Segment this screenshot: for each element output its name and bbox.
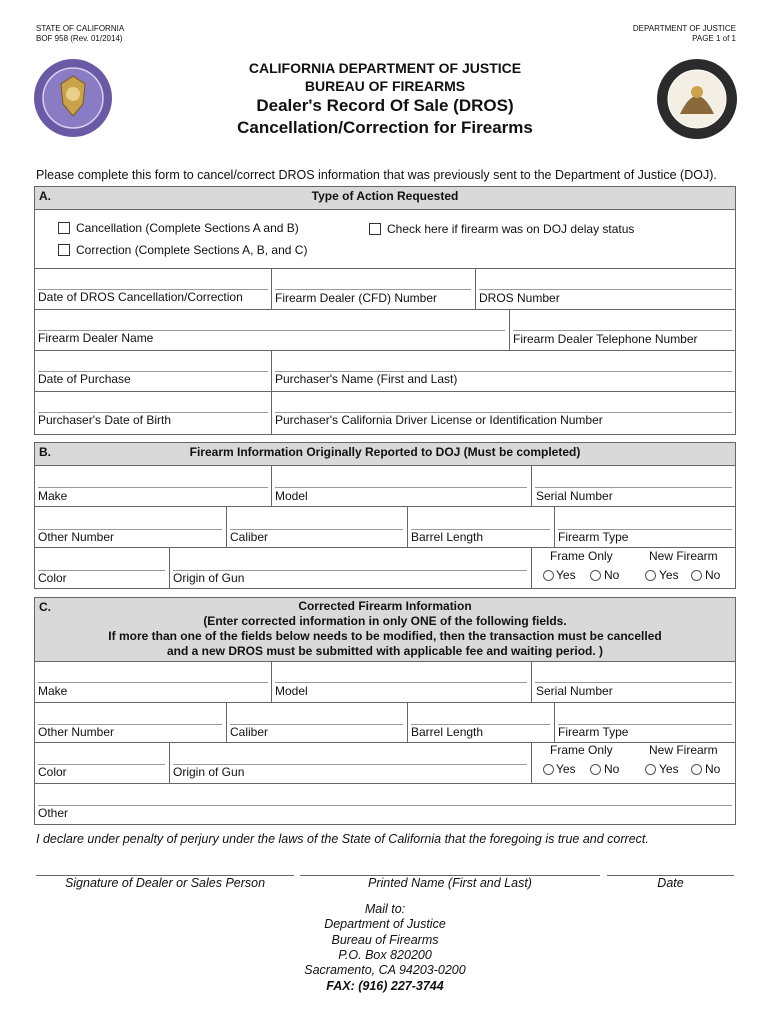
b-new-yes-radio[interactable] [645, 570, 656, 581]
divider [169, 547, 170, 589]
b-make-label: Make [38, 489, 68, 503]
b-color-label: Color [38, 571, 67, 585]
c-serial-input[interactable] [535, 682, 732, 683]
divider [226, 702, 227, 742]
divider [34, 783, 736, 784]
purchaser-name-label: Purchaser's Name (First and Last) [275, 372, 458, 386]
section-c-letter: C. [39, 600, 51, 614]
correction-label: Correction (Complete Sections A, B, and C) [76, 243, 308, 257]
section-c-note-line2: If more than one of the fields below needs to be modified, then the transaction must be cancelled [108, 629, 662, 643]
b-caliber-label: Caliber [230, 530, 269, 544]
c-serial-label: Serial Number [536, 684, 613, 698]
mail-po-box: P.O. Box 820200 [338, 948, 432, 962]
mail-to-label: Mail to: [364, 902, 406, 916]
divider [34, 547, 736, 548]
c-model-label: Model [275, 684, 308, 698]
divider [531, 547, 532, 589]
divider [34, 742, 736, 743]
divider [34, 506, 736, 507]
cancellation-checkbox[interactable] [58, 222, 70, 234]
b-frame-yes-label: Yes [556, 568, 576, 582]
date-label: Date [657, 876, 684, 890]
b-model-input[interactable] [275, 487, 527, 488]
intro-text: Please complete this form to cancel/correct DROS information that was previously sent to the Department of Justice (DOJ). [36, 168, 717, 182]
date-purchase-label: Date of Purchase [38, 372, 131, 386]
c-make-label: Make [38, 684, 68, 698]
c-frame-no-label: No [604, 762, 620, 776]
section-b-letter: B. [39, 445, 51, 459]
dealer-phone-label: Firearm Dealer Telephone Number [513, 332, 698, 346]
form-title: Dealer's Record Of Sale (DROS) [256, 96, 514, 115]
dealer-cfd-input[interactable] [275, 289, 471, 290]
b-model-label: Model [275, 489, 308, 503]
mail-city: Sacramento, CA 94203-0200 [304, 963, 466, 977]
divider [169, 742, 170, 783]
c-make-input[interactable] [38, 682, 268, 683]
section-a-letter: A. [39, 189, 51, 203]
b-new-firearm-label: New Firearm [649, 549, 718, 563]
section-a-title: Type of Action Requested [311, 189, 459, 203]
divider [554, 702, 555, 742]
b-make-input[interactable] [38, 487, 268, 488]
c-new-yes-label: Yes [659, 762, 679, 776]
b-barrel-length-label: Barrel Length [411, 530, 484, 544]
dealer-cfd-label: Firearm Dealer (CFD) Number [275, 291, 438, 305]
b-serial-label: Serial Number [536, 489, 613, 503]
c-new-yes-radio[interactable] [645, 764, 656, 775]
c-new-no-label: No [705, 762, 721, 776]
printed-name-label: Printed Name (First and Last) [368, 876, 532, 890]
b-frame-no-label: No [604, 568, 620, 582]
c-frame-yes-label: Yes [556, 762, 576, 776]
divider [271, 661, 272, 702]
correction-checkbox[interactable] [58, 244, 70, 256]
c-frame-only-label: Frame Only [550, 743, 613, 757]
c-color-label: Color [38, 765, 67, 779]
divider [34, 268, 736, 269]
c-model-input[interactable] [275, 682, 527, 683]
bureau-title: BUREAU OF FIREARMS [304, 78, 466, 94]
b-serial-input[interactable] [535, 487, 732, 488]
section-a-header [34, 186, 736, 210]
divider [271, 465, 272, 506]
delay-status-label: Check here if firearm was on DOJ delay status [387, 222, 635, 236]
mail-bureau: Bureau of Firearms [331, 933, 439, 947]
b-frame-no-radio[interactable] [590, 570, 601, 581]
divider [554, 506, 555, 547]
c-new-firearm-label: New Firearm [649, 743, 718, 757]
divider [34, 350, 736, 351]
c-frame-no-radio[interactable] [590, 764, 601, 775]
dealer-name-label: Firearm Dealer Name [38, 331, 154, 345]
b-new-yes-label: Yes [659, 568, 679, 582]
state-label: STATE OF CALIFORNIA [36, 24, 125, 33]
date-cancellation-label: Date of DROS Cancellation/Correction [38, 290, 243, 304]
dros-number-input[interactable] [479, 289, 732, 290]
divider [34, 309, 736, 310]
c-other-number-label: Other Number [38, 725, 115, 739]
c-firearm-type-label: Firearm Type [558, 725, 629, 739]
section-c-note-line1: (Enter corrected information in only ONE of the following fields. [203, 614, 567, 628]
c-caliber-label: Caliber [230, 725, 269, 739]
divider [531, 742, 532, 783]
page-indicator: PAGE 1 of 1 [692, 34, 736, 43]
divider [531, 661, 532, 702]
section-b-header [34, 442, 736, 466]
form-subtitle: Cancellation/Correction for Firearms [237, 118, 533, 137]
divider [226, 506, 227, 547]
section-c-note-line3: and a new DROS must be submitted with applicable fee and waiting period. ) [166, 644, 604, 658]
divider [407, 506, 408, 547]
divider [407, 702, 408, 742]
b-new-no-radio[interactable] [691, 570, 702, 581]
department-label: DEPARTMENT OF JUSTICE [632, 24, 736, 33]
purchaser-license-label: Purchaser's California Driver License or Identification Number [275, 413, 603, 427]
b-firearm-type-label: Firearm Type [558, 530, 629, 544]
divider [475, 268, 476, 309]
delay-status-checkbox[interactable] [369, 223, 381, 235]
b-new-no-label: No [705, 568, 721, 582]
c-other-label: Other [38, 806, 69, 820]
form-number: BOF 958 (Rev. 01/2014) [36, 34, 123, 43]
divider [271, 268, 272, 309]
fax-number: FAX: (916) 227-3744 [326, 979, 444, 993]
dealer-phone-input[interactable] [513, 330, 732, 331]
divider [531, 465, 532, 506]
section-c-body [34, 661, 736, 825]
c-other-input[interactable] [38, 805, 732, 806]
section-c-header [34, 597, 736, 662]
b-origin-label: Origin of Gun [173, 571, 245, 585]
c-frame-yes-radio[interactable] [543, 764, 554, 775]
b-frame-only-label: Frame Only [550, 549, 613, 563]
b-other-number-label: Other Number [38, 530, 115, 544]
section-c-title: Corrected Firearm Information [298, 599, 472, 613]
signature-label: Signature of Dealer or Sales Person [64, 876, 266, 890]
divider [509, 309, 510, 350]
c-barrel-length-label: Barrel Length [411, 725, 484, 739]
department-title: CALIFORNIA DEPARTMENT OF JUSTICE [248, 60, 522, 76]
section-b-title: Firearm Information Originally Reported to DOJ (Must be completed) [189, 445, 581, 459]
dros-number-label: DROS Number [479, 291, 560, 305]
divider [271, 350, 272, 435]
purchaser-dob-label: Purchaser's Date of Birth [38, 413, 172, 427]
divider [34, 391, 736, 392]
c-new-no-radio[interactable] [691, 764, 702, 775]
mail-department: Department of Justice [324, 917, 446, 931]
divider [34, 702, 736, 703]
b-frame-yes-radio[interactable] [543, 570, 554, 581]
c-origin-label: Origin of Gun [173, 765, 245, 779]
cancellation-label: Cancellation (Complete Sections A and B) [76, 221, 299, 235]
declaration-text: I declare under penalty of perjury under the laws of the State of California that the foregoing is true and correct. [36, 832, 649, 846]
